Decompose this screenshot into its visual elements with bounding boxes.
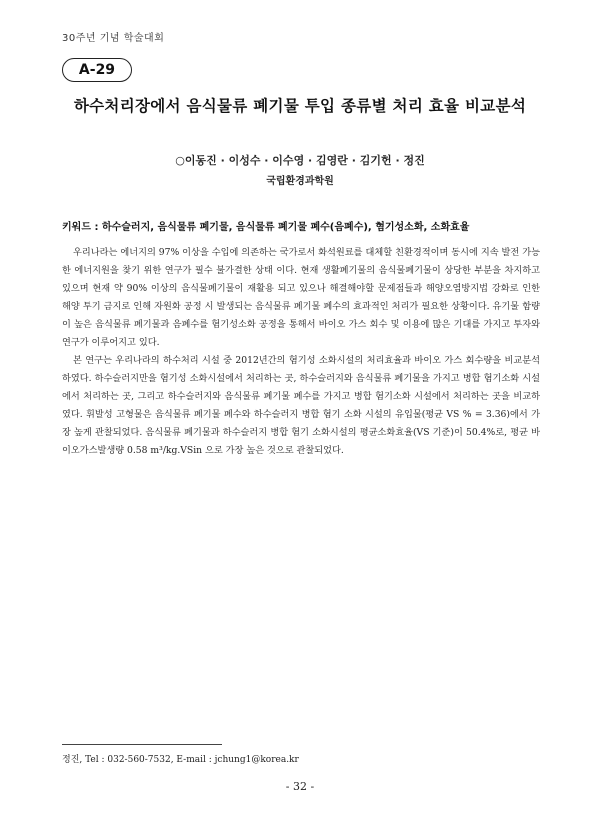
abstract-paragraph-2: 본 연구는 우리나라의 하수처리 시설 중 2012년간의 혐기성 소화시설의 처리효율과 바이오 가스 회수량을 비교분석하였다. 하수슬러지만을 혐기성 소화시설에서 처리하는 곳, 하수슬러지와 음식물류 폐기물을 가지고 병합 혐기소화 시설에서 처리하는 곳, 그리고 하수슬러지와 음식물류 폐기물 폐수를 가지고 병합 혐기소화 시설에서 처리하는 곳을 비교하였다. 휘발성 고형물은 음식물류 폐기물 폐수와 하수슬러지 병합 혐기 소화 시설의 유입물(평균 VS % = 3.36)에서 가장 높게 관찰되었다. 음식물류 폐기물과 하수슬러지 병합 혐기 소화시설의 평균소화효율(VS 기준)이 50.4%로, 평균 바이오가스발생량 0.58 m³/kg.VSin 으로 가장 높은 것으로 관찰되었다.: [62, 355, 540, 456]
author-list: ○이동진 · 이성수 · 이수영 · 김영란 · 김기헌 · 정진: [175, 154, 425, 167]
author-affiliation: 국립환경과학원: [266, 176, 334, 187]
paper-code-badge: A-29: [62, 58, 132, 82]
abstract-paragraph-1: 우리나라는 에너지의 97% 이상을 수입에 의존하는 국가로서 화석원료를 대체할 친환경적이며 동시에 지속 발전 가능한 에너지원을 찾기 위한 연구가 필수 불가결한 상태 이다. 현재 생활폐기물의 음식물폐기물이 상당한 부분을 차지하고 있으며 현재 약 90% 이상의 음식물폐기물이 재활용 되고 있으나 해결해야할 문제점들과 해양오염방지법 강화로 인한 해양 투기 금지로 인해 자원화 공정 시 발생되는 음식물류 폐기물 폐수의 효과적인 처리가 필요한 상황이다. 유기물 함량이 높은 음식물류 폐기물과 음폐수를 혐기성소화 공정을 통해서 바이오 가스 회수 및 이용에 많은 기대를 가지고 투자와 연구가 이루어지고 있다.: [62, 247, 540, 348]
corresponding-author-footnote: 정진, Tel : 032-560-7532, E-mail : jchung1@korea.kr: [62, 755, 299, 765]
footnote-divider: [62, 744, 222, 745]
keywords: 키워드 : 하수슬러지, 음식물류 폐기물, 음식물류 폐기물 폐수(음폐수), 혐기성소화, 소화효율: [62, 222, 470, 233]
page-number: - 32 -: [285, 780, 315, 793]
abstract-body: [62, 244, 540, 460]
event-note: 30주년 기념 학술대회: [62, 33, 165, 44]
paper-title: 하수처리장에서 음식물류 폐기물 투입 종류별 처리 효율 비교분석: [73, 97, 527, 115]
